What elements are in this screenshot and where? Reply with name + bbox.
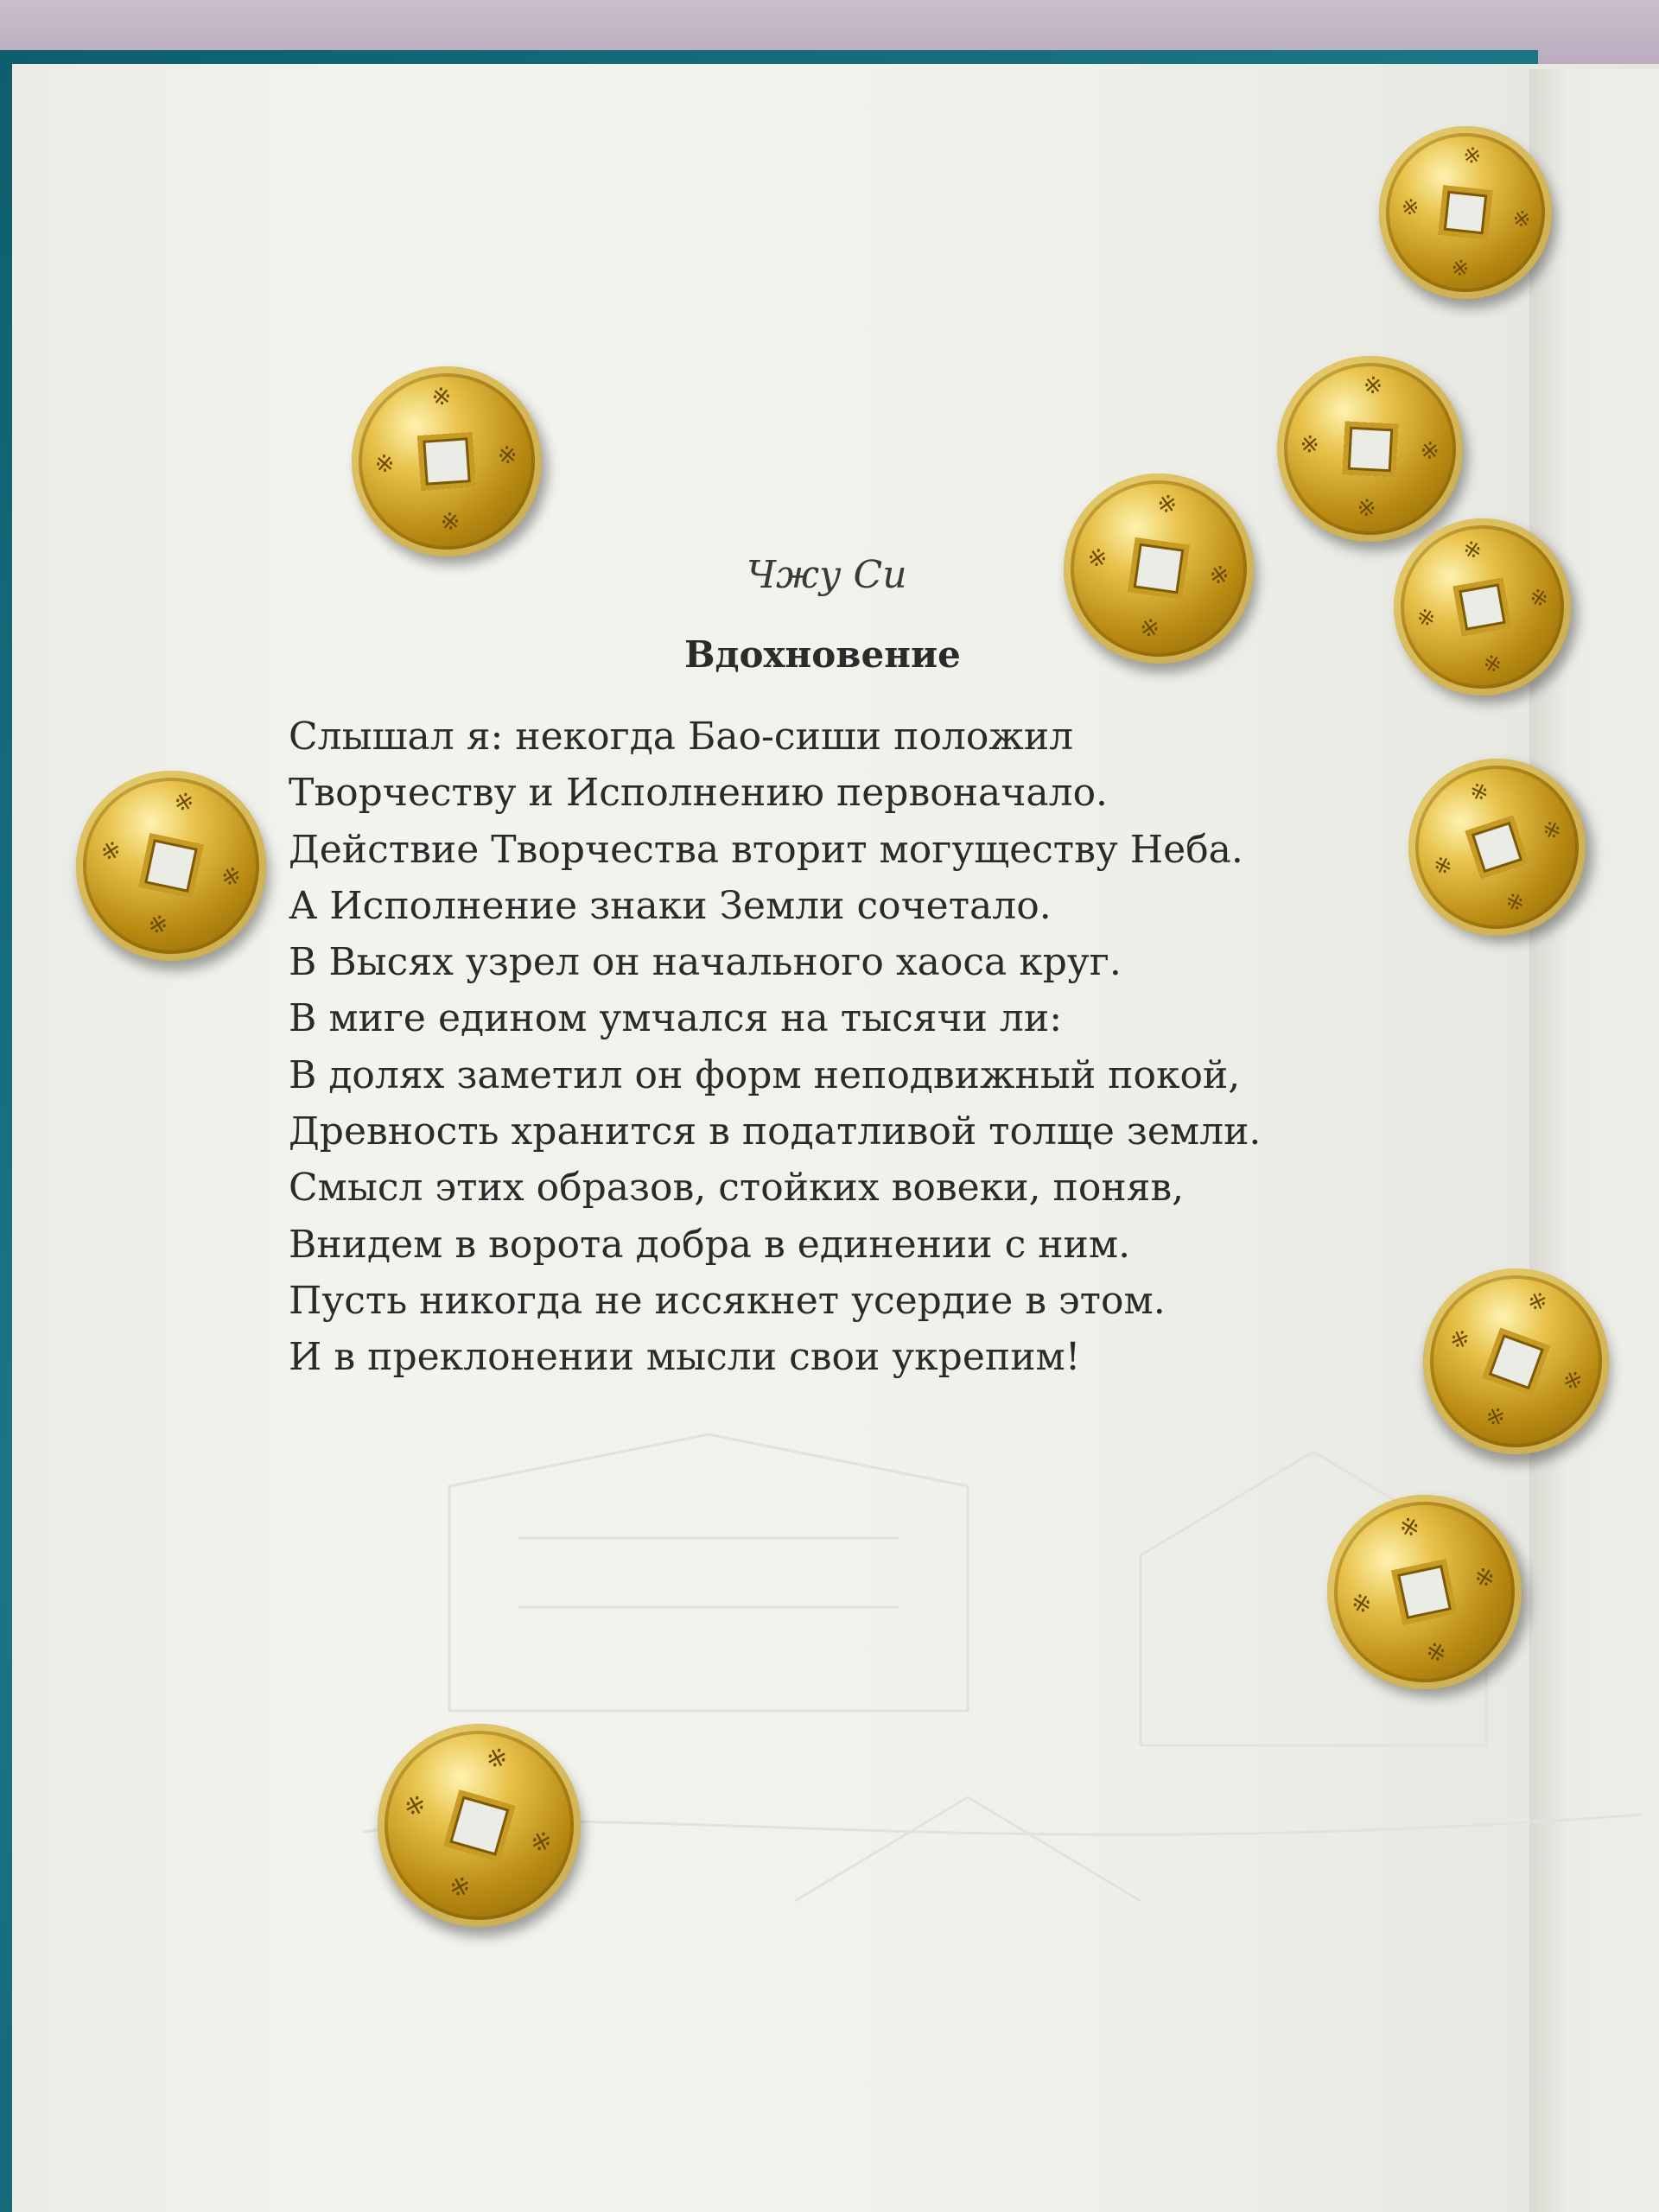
coin-character-icon: ※: [1481, 649, 1504, 678]
coin-character-icon: ※: [1423, 1636, 1450, 1669]
poem-line: В долях заметил он форм неподвижный покой,: [289, 1052, 1241, 1097]
coin-square-hole: [1342, 421, 1398, 477]
coin-character-icon: ※: [445, 1869, 474, 1904]
poem-line: Слышал я: некогда Бао-сиши положил: [289, 715, 1074, 759]
coin-character-icon: ※: [1138, 613, 1161, 644]
coin-character-icon: ※: [1396, 1511, 1423, 1544]
coin-character-icon: ※: [1539, 814, 1565, 845]
coin-character-icon: ※: [171, 787, 197, 818]
coin-character-icon: ※: [1349, 1587, 1375, 1620]
coin-character-icon: ※: [1559, 1364, 1586, 1397]
coin-character-icon: ※: [1528, 582, 1551, 612]
coin-character-icon: ※: [1207, 561, 1231, 591]
coin-character-icon: ※: [1460, 534, 1484, 564]
poem-lines: [289, 709, 1261, 1386]
poem-line: В миге едином умчался на тысячи ли:: [289, 996, 1063, 1041]
coin-square-hole: [1452, 577, 1511, 636]
coin-square-hole: [1465, 815, 1529, 879]
coin-square-hole: [1438, 185, 1493, 240]
coin-character-icon: ※: [430, 383, 453, 411]
coin-character-icon: ※: [1461, 142, 1483, 169]
coin-character-icon: ※: [496, 442, 518, 471]
coin-square-hole: [138, 833, 204, 899]
poem-title: Вдохновение: [684, 633, 961, 676]
coin-character-icon: ※: [1356, 494, 1377, 523]
coin-character-icon: ※: [1362, 372, 1383, 401]
coin-square-hole: [1482, 1327, 1550, 1395]
coin-character-icon: ※: [1414, 602, 1438, 632]
coin-square-hole: [442, 1789, 515, 1861]
poem-line: Смысл этих образов, стойких вовеки, поняв,: [289, 1166, 1185, 1211]
coin-character-icon: ※: [373, 450, 396, 480]
coin-square-hole: [417, 432, 476, 491]
coin-character-icon: ※: [1430, 849, 1456, 880]
coin-character-icon: ※: [1466, 776, 1492, 807]
coin-character-icon: ※: [1155, 490, 1179, 519]
coin-square-hole: [1391, 1559, 1458, 1625]
poem-line: Древность хранится в податливой толще земли.: [289, 1109, 1262, 1154]
poem-line: А Исполнение знаки Земли сочетало.: [289, 883, 1052, 928]
coin-character-icon: ※: [527, 1824, 556, 1859]
coin-character-icon: ※: [1299, 430, 1320, 460]
coin-character-icon: ※: [1446, 1324, 1473, 1357]
coin-character-icon: ※: [98, 836, 124, 868]
coin-character-icon: ※: [218, 861, 244, 893]
poem-line: И в преклонении мысли свои укрепим!: [289, 1335, 1081, 1380]
poem-author: Чжу Си: [747, 553, 907, 597]
coin-character-icon: ※: [1419, 437, 1440, 466]
coin-square-hole: [1128, 537, 1190, 600]
coin-character-icon: ※: [482, 1741, 512, 1776]
poem-line: Внидем в ворота добра в единении с ним.: [289, 1222, 1131, 1267]
coin-character-icon: ※: [1511, 205, 1532, 232]
coin-character-icon: ※: [1450, 255, 1471, 283]
coin-character-icon: ※: [1502, 887, 1529, 918]
poem-line: Творчеству и Исполнению первоначало.: [289, 771, 1109, 816]
poem-line: Действие Творчества вторит могуществу Неба.: [289, 827, 1243, 872]
coin-character-icon: ※: [1400, 194, 1421, 221]
coin-character-icon: ※: [1523, 1286, 1551, 1319]
coin-character-icon: ※: [400, 1788, 429, 1823]
poem-line: В Высях узрел он начального хаоса круг.: [289, 940, 1122, 985]
coin-character-icon: ※: [1481, 1401, 1510, 1433]
poem-line: Пусть никогда не иссякнет усердие в этом.: [289, 1278, 1166, 1323]
coin-character-icon: ※: [145, 909, 171, 940]
coin-character-icon: ※: [1085, 543, 1109, 574]
coin-character-icon: ※: [1471, 1561, 1498, 1594]
coin-character-icon: ※: [439, 507, 461, 537]
